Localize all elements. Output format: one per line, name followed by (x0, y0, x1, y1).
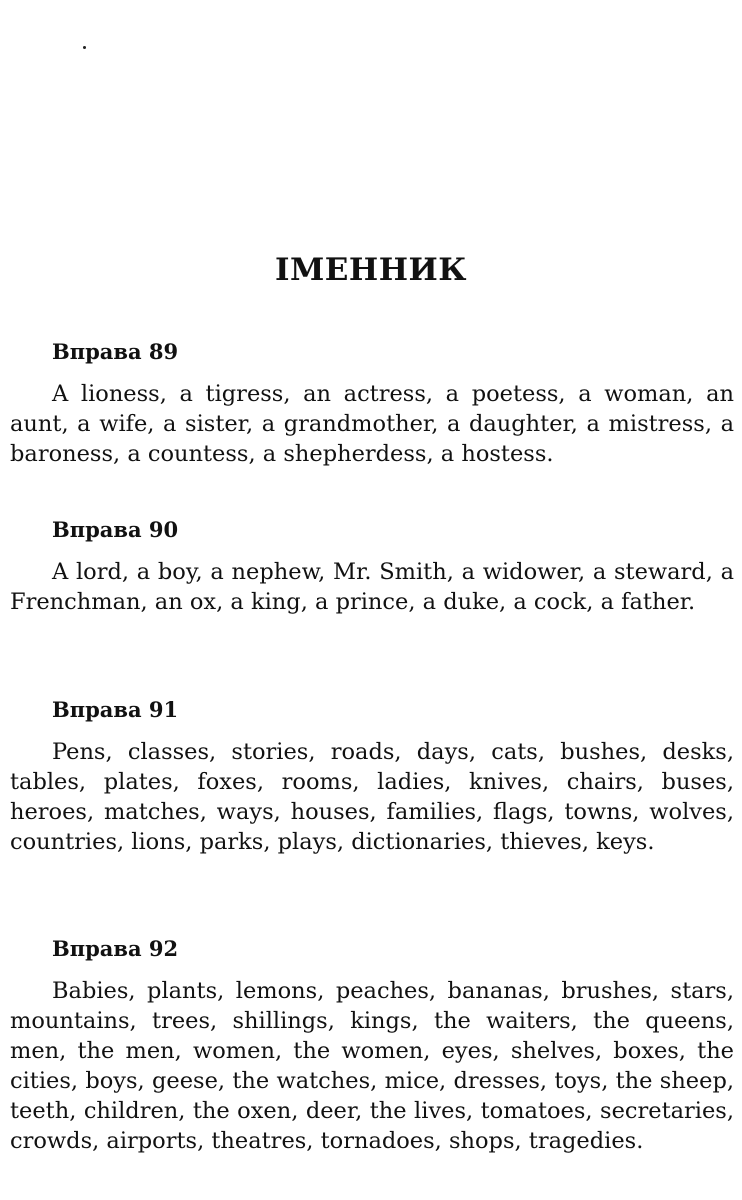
exercise-91 (10, 697, 734, 857)
exercise-heading: Вправа 92 (52, 936, 179, 961)
section-title: ІМЕННИК (274, 252, 467, 288)
exercise-90 (10, 517, 734, 617)
exercise-answer-text: A lioness, a tigress, an actress, a poetess, a woman, an aunt, a wife, a sister, a grandmother, a daughter, a mistress, a baroness, a countess, a shepherdess, a hostess. (10, 381, 734, 467)
exercise-answer-text: Pens, classes, stories, roads, days, cats, bushes, desks, tables, plates, foxes, rooms, ladies, knives, chairs, buses, heroes, matches, ways, houses, families, flags, towns, wolves, countries, lions, parks, plays, dictionaries, thieves, keys. (10, 739, 734, 855)
exercise-answer-text: Babies, plants, lemons, peaches, bananas, brushes, stars, mountains, trees, shillings, kings, the waiters, the queens, men, the men, women, the women, eyes, shelves, boxes, the cities, boys, geese, the watches, mice, dresses, toys, the sheep, teeth, children, the oxen, deer, the lives, tomatoes, secretaries, crowds, airports, theatres, tornadoes, shops, tragedies. (10, 978, 734, 1154)
exercise-heading: Вправа 90 (52, 517, 179, 542)
exercise-89 (10, 339, 734, 469)
exercise-heading: Вправа 89 (52, 339, 179, 364)
print-speck (83, 46, 86, 49)
exercise-heading: Вправа 91 (52, 697, 179, 722)
exercise-92 (10, 936, 734, 1156)
exercise-answer-text: A lord, a boy, a nephew, Mr. Smith, a widower, a steward, a Frenchman, an ox, a king, a prince, a duke, a cock, a father. (10, 559, 734, 615)
